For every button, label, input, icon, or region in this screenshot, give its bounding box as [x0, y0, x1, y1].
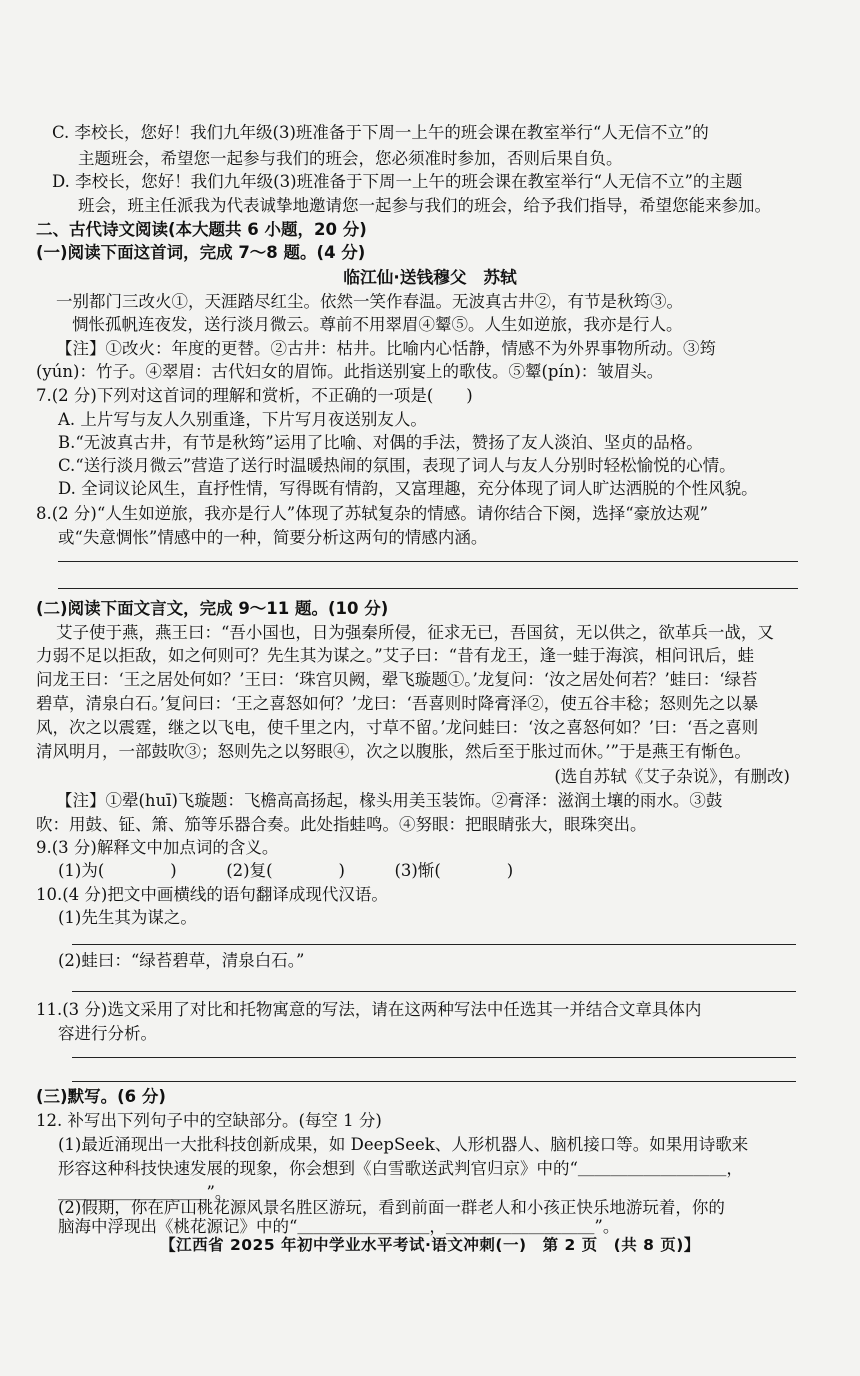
poem-line2: 惆怅孤帆连夜发，送行淡月微云。尊前不用翠眉④颦⑤。人生如逆旅，我亦是行人。	[72, 315, 683, 334]
answer-line	[72, 1057, 796, 1058]
question-7-option-d: D. 全词议论风生，直抒性情，写得既有情韵，又富理趣，充分体现了词人旷达洒脱的个性风貌。	[58, 479, 758, 498]
answer-line	[72, 944, 796, 945]
poem-title: 临江仙·送钱穆父 苏轼	[343, 267, 517, 287]
option-c-line1: C. 李校长，您好！我们九年级(3)班准备于下周一上午的班会课在教室举行“人无信不立”的	[52, 123, 709, 142]
answer-line	[72, 991, 796, 992]
poem-note-line1: 【注】①改火：年度的更替。②古井：枯井。比喻内心恬静，情感不为外界事物所动。③筠	[56, 339, 716, 358]
question-10-item2: (2)蛙曰：“绿苔碧草，清泉白石。”	[58, 951, 305, 970]
answer-line	[72, 1081, 796, 1082]
page-footer: 【江西省 2025 年初中学业水平考试·语文冲刺(一) 第 2 页 (共 8 页)】	[160, 1236, 700, 1254]
passage-line4: 碧草，清泉白石。’复问曰：‘王之喜怒如何？’龙曰：‘吾喜则时降膏泽②，使五谷丰稔；怒则先之以暴	[36, 694, 759, 713]
poem-note-line2: (yún)：竹子。④翠眉：古代妇女的眉饰。此指送别宴上的歌伎。⑤颦(pín)：皱眉头。	[36, 362, 664, 381]
question-7-option-a: A. 上片写与友人久别重逢，下片写月夜送别友人。	[58, 410, 427, 429]
passage-note-line1: 【注】①翚(huī)飞璇题：飞檐高高扬起，椽头用美玉装饰。②膏泽：滋润土壤的雨水。③鼓	[56, 791, 723, 810]
answer-line	[58, 561, 798, 562]
question-12-item1-line3: ＿＿＿＿＿＿＿＿＿”。	[58, 1183, 232, 1202]
question-10: 10.(4 分)把文中画横线的语句翻译成现代汉语。	[36, 885, 388, 904]
subsection-1-heading: (一)阅读下面这首词，完成 7～8 题。(4 分)	[36, 243, 366, 262]
passage-note-line2: 吹：用鼓、钲、箫、笳等乐器合奏。此处指蛙鸣。④努眼：把眼睛张大，眼珠突出。	[36, 815, 647, 834]
question-12-item2-line1: (2)假期，你在庐山桃花源风景名胜区游玩，看到前面一群老人和小孩正快乐地游玩着，你的	[58, 1198, 725, 1217]
passage-source: (选自苏轼《艾子杂说》，有删改)	[554, 767, 790, 786]
question-10-item1: (1)先生其为谋之。	[58, 908, 197, 927]
passage-line5: 风，次之以震霆，继之以飞电，使千里之内，寸草不留。’龙问蛙曰：‘汝之喜怒何如？’曰：‘吾之喜则	[36, 718, 759, 737]
passage-line2: 力弱不足以拒敌，如之何则可？先生其为谋之。”艾子曰：“昔有龙王，逢一蛙于海滨，相问讯后，蛙	[36, 646, 755, 665]
question-12-item1-line1: (1)最近涌现出一大批科技创新成果，如 DeepSeek、人形机器人、脑机接口等。如果用诗歌来	[58, 1135, 749, 1154]
question-12-item2-line2: 脑海中浮现出《桃花源记》中的“＿＿＿＿＿＿＿＿，＿＿＿＿＿＿＿＿＿”。	[58, 1217, 620, 1236]
question-8-line1: 8.(2 分)“人生如逆旅，我亦是行人”体现了苏轼复杂的情感。请你结合下阕，选择“豪放达观”	[36, 504, 709, 523]
passage-line6: 清风明月，一部鼓吹③；怒则先之以努眼④，次之以腹胀，然后至于胀过而休。’”于是燕王有惭色。	[36, 742, 751, 761]
option-d-line2: 班会，班主任派我为代表诚挚地邀请您一起参与我们的班会，给予我们指导，希望您能来参加。	[78, 196, 771, 215]
question-12: 12. 补写出下列句子中的空缺部分。(每空 1 分)	[36, 1111, 382, 1130]
section-2-heading: 二、古代诗文阅读(本大题共 6 小题，20 分)	[36, 220, 367, 239]
passage-line1: 艾子使于燕，燕王曰：“吾小国也，日为强秦所侵，征求无已，吾国贫，无以供之，欲革兵一战，又	[56, 623, 774, 642]
question-7-option-b: B.“无波真古井，有节是秋筠”运用了比喻、对偶的手法，赞扬了友人淡泊、坚贞的品格。	[58, 433, 703, 452]
question-7: 7.(2 分)下列对这首词的理解和赏析，不正确的一项是( )	[36, 386, 473, 405]
option-d-line1: D. 李校长，您好！我们九年级(3)班准备于下周一上午的班会课在教室举行“人无信不立”的主题	[52, 172, 743, 191]
option-c-line2: 主题班会，希望您一起参与我们的班会，您必须准时参加，否则后果自负。	[78, 149, 623, 168]
subsection-2-heading: (二)阅读下面文言文，完成 9～11 题。(10 分)	[36, 599, 389, 618]
question-9-blanks: (1)为( ) (2)复( ) (3)惭( )	[58, 861, 514, 880]
poem-line1: 一别都门三改火①，天涯踏尽红尘。依然一笑作春温。无波真古井②，有节是秋筠③。	[56, 292, 683, 311]
question-7-option-c: C.“送行淡月微云”营造了送行时温暖热闹的氛围，表现了词人与友人分别时轻松愉悦的心情。	[58, 456, 736, 475]
subsection-3-heading: (三)默写。(6 分)	[36, 1087, 166, 1106]
question-11-line1: 11.(3 分)选文采用了对比和托物寓意的写法，请在这两种写法中任选其一并结合文章具体内	[36, 1000, 702, 1019]
question-11-line2: 容进行分析。	[58, 1024, 157, 1043]
passage-line3: 问龙王曰：‘王之居处何如？’王曰：‘珠宫贝阙，翚飞璇题①。’龙复问：‘汝之居处何若？’蛙曰：‘绿苔	[36, 670, 758, 689]
question-9: 9.(3 分)解释文中加点词的含义。	[36, 838, 279, 857]
question-12-item1-line2: 形容这种科技快速发展的现象，你会想到《白雪歌送武判官归京》中的“＿＿＿＿＿＿＿＿＿，	[58, 1159, 743, 1178]
answer-line	[58, 588, 798, 589]
question-8-line2: 或“失意惆怅”情感中的一种，简要分析这两句的情感内涵。	[58, 528, 488, 547]
